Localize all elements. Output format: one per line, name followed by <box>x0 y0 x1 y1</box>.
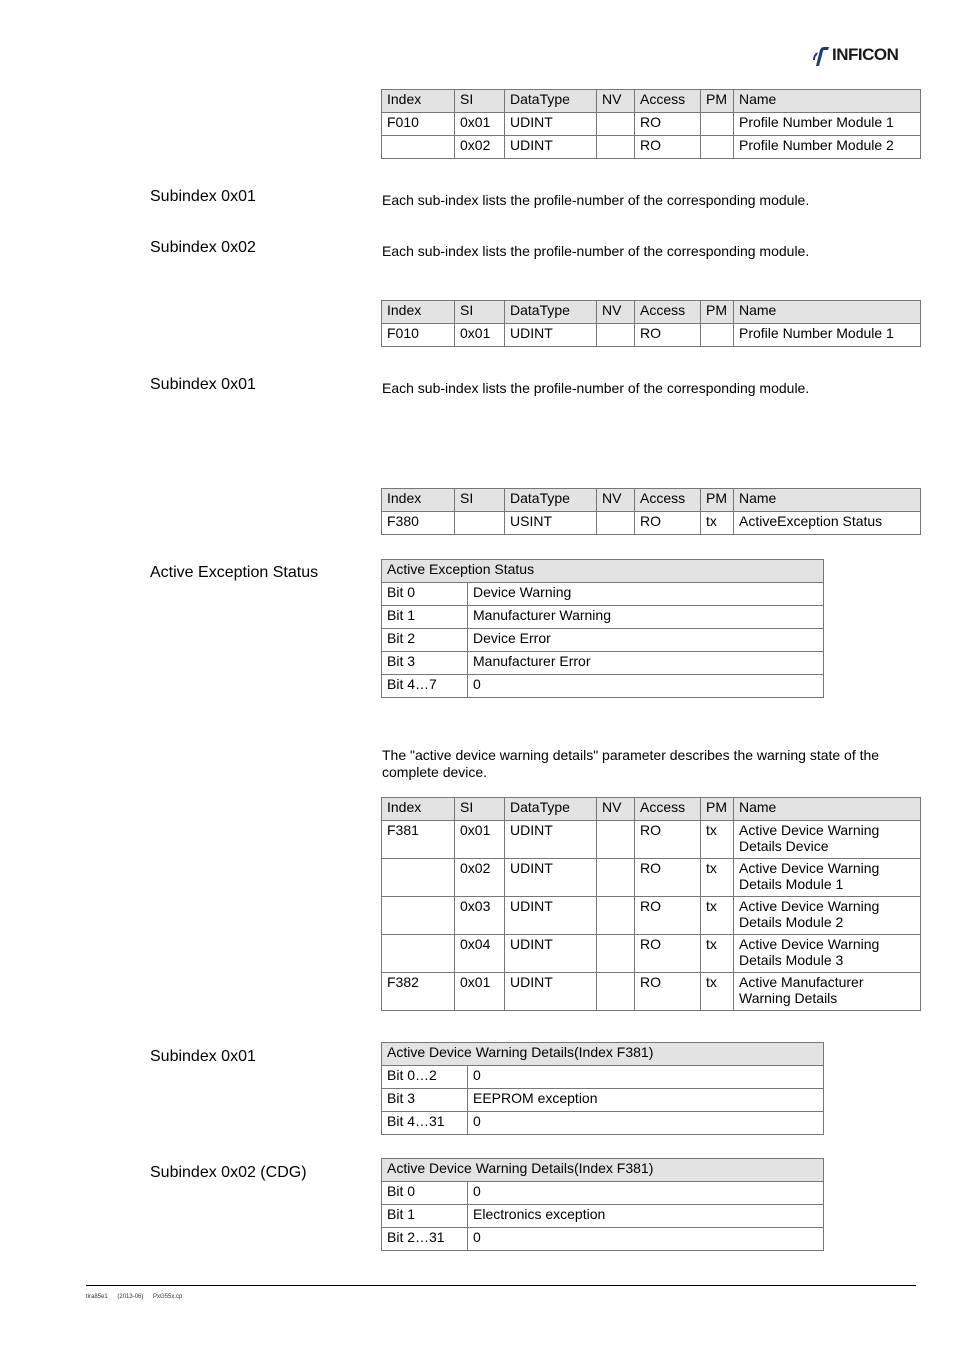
table-header-row: Active Device Warning Details(Index F381) <box>382 1159 824 1182</box>
table-row: Bit 0 Device Warning <box>382 583 824 606</box>
table-header-row: Active Exception Status <box>382 560 824 583</box>
table-row: Bit 4…7 0 <box>382 675 824 698</box>
table-header-row: Index SI DataType NV Access PM Name <box>382 301 921 324</box>
table-row: Bit 2 Device Error <box>382 629 824 652</box>
table-row: Bit 1 Manufacturer Warning <box>382 606 824 629</box>
table-header-row: Index SI DataType NV Access PM Name <box>382 489 921 512</box>
table-header-row: Index SI DataType NV Access PM Name <box>382 90 921 113</box>
warning-details-table-2 <box>381 1158 824 1251</box>
description-text: Each sub-index lists the profile-number of the corresponding module. <box>382 380 810 396</box>
footer-date: (2013-06) <box>117 1294 144 1300</box>
subindex-label: Subindex 0x01 <box>150 188 256 205</box>
table-row: F010 0x01 UDINT RO Profile Number Module 1 <box>382 324 921 347</box>
logo-text: INFICON <box>832 45 899 64</box>
table-row: F380 USINT RO tx ActiveException Status <box>382 512 921 535</box>
table-row: 0x03 UDINT RO tx Active Device Warning Details Module 2 <box>382 897 921 935</box>
inficon-logo-icon <box>812 46 830 66</box>
subindex-label: Subindex 0x01 <box>150 1048 256 1065</box>
warning-details-table-1 <box>381 1042 824 1135</box>
table-header-row: Index SI DataType NV Access PM Name <box>382 798 921 821</box>
table-header-row: Active Device Warning Details(Index F381) <box>382 1043 824 1066</box>
object-table-f010 <box>381 89 921 159</box>
table-row: F010 0x01 UDINT RO Profile Number Module 1 <box>382 113 921 136</box>
table-row: Bit 1 Electronics exception <box>382 1205 824 1228</box>
table-row: 0x02 UDINT RO tx Active Device Warning Details Module 1 <box>382 859 921 897</box>
footer-rule <box>86 1285 916 1286</box>
object-table-f380 <box>381 488 921 535</box>
footer-doc-id: tira85e1 <box>86 1294 108 1300</box>
subindex-label: Subindex 0x02 (CDG) <box>150 1164 307 1181</box>
table-row: 0x02 UDINT RO Profile Number Module 2 <box>382 136 921 159</box>
table-row: Bit 0…2 0 <box>382 1066 824 1089</box>
table-row: F381 0x01 UDINT RO tx Active Device Warning Details Device <box>382 821 921 859</box>
description-text: Each sub-index lists the profile-number of the corresponding module. <box>382 192 810 208</box>
description-text: Each sub-index lists the profile-number of the corresponding module. <box>382 243 810 259</box>
inficon-logo <box>812 44 916 68</box>
table-row: Bit 3 EEPROM exception <box>382 1089 824 1112</box>
exception-bits-table <box>381 559 824 698</box>
table-row: F382 0x01 UDINT RO tx Active Manufacturer Warning Details <box>382 973 921 1011</box>
table-row: Bit 4…31 0 <box>382 1112 824 1135</box>
exception-status-label: Active Exception Status <box>150 564 319 581</box>
subindex-label: Subindex 0x01 <box>150 376 256 393</box>
object-table-f381-f382 <box>381 797 921 1011</box>
table-row: Bit 2…31 0 <box>382 1228 824 1251</box>
footer-file: PxG55x.cp <box>153 1294 183 1300</box>
object-table-f010-single <box>381 300 921 347</box>
warning-intro-text: The "active device warning details" parameter describes the warning state of the complete device. <box>382 747 880 780</box>
table-row: Bit 0 0 <box>382 1182 824 1205</box>
footer <box>86 1294 190 1300</box>
table-row: Bit 3 Manufacturer Error <box>382 652 824 675</box>
subindex-label: Subindex 0x02 <box>150 239 256 256</box>
table-row: 0x04 UDINT RO tx Active Device Warning Details Module 3 <box>382 935 921 973</box>
